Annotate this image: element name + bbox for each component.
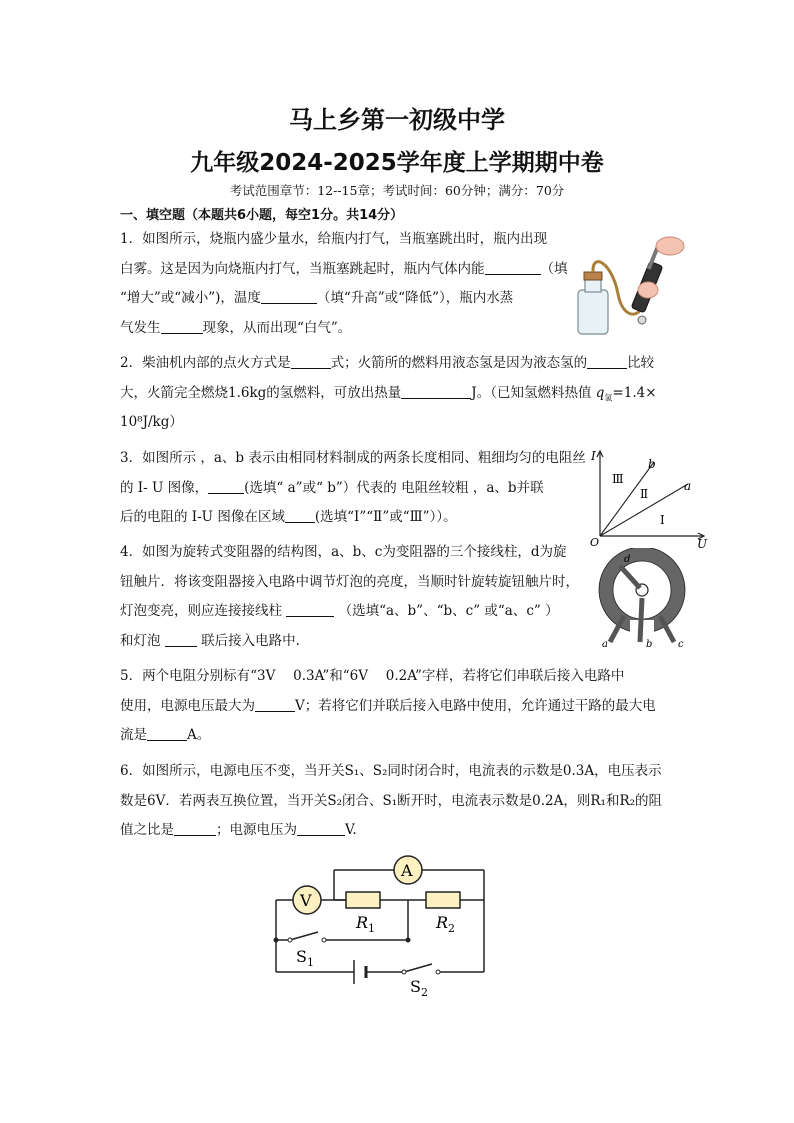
- q4-blank-1[interactable]: [286, 600, 334, 617]
- q3-blank-2[interactable]: [285, 506, 315, 523]
- section-heading: 一、填空题（本题共6小题，每空1分。共14分）: [120, 208, 404, 223]
- label-b: b: [646, 639, 653, 648]
- hand: [656, 237, 684, 255]
- q4-blank-2[interactable]: [165, 630, 197, 647]
- switch-s1-blade: [290, 932, 318, 940]
- q6-blank-1[interactable]: [174, 819, 216, 836]
- q6-line-2: 数是6V．若两表互换位置，当开关S₂闭合、S₁断开时，电流表示数是0.2A，则R₁和R₂的阻: [120, 792, 663, 809]
- flask-pump-figure: [572, 232, 690, 340]
- u-axis-label: U: [697, 537, 708, 550]
- q1-blank-2[interactable]: [261, 287, 317, 304]
- junction-1: [274, 938, 279, 943]
- exam-scope: 考试范围章节：12--15章；考试时间：60分钟；满分：70分: [229, 183, 565, 198]
- ammeter-label: A: [401, 861, 413, 880]
- rheostat-figure: [594, 548, 698, 648]
- q3-line-2: 的 I- U 图像， (选填“ a”或“ b”）代表的 电阻丝较粗 ，a、b并联: [120, 474, 586, 504]
- q5-line-2: 使用，电源电压最大为 V；若将它们并联后接入电路中使用，允许通过干路的最大电: [120, 692, 656, 722]
- q3-line-3: 后的电阻的 I-U 图像在区域 (选填“Ⅰ”“Ⅱ”或“Ⅲ”））。: [120, 503, 586, 533]
- q1-blank-3[interactable]: [161, 317, 203, 334]
- terminal-b: [640, 598, 642, 642]
- q5-line-3: 流是 A。: [120, 721, 656, 751]
- q4-line-2: 钮触片．将该变阻器接入电路中调节灯泡的亮度，当顺时针旋转旋钮触片时，: [120, 573, 579, 590]
- hand-lower: [638, 282, 658, 298]
- exam-title: 九年级2024-2025学年度上学期期中卷: [190, 150, 604, 176]
- question-1: [120, 225, 568, 343]
- switch-s2-blade: [404, 964, 432, 972]
- region-2-label: Ⅱ: [640, 487, 649, 501]
- line-a-label: a: [684, 479, 692, 493]
- q2-line-3: 10⁸J/kg）: [120, 414, 183, 430]
- q4-line-3: 灯泡变亮，则应连接接线柱 （选填“a、b”、“b、c” 或“a、c” ）: [120, 597, 579, 627]
- flask-body: [578, 290, 608, 334]
- q6-blank-2[interactable]: [297, 819, 345, 836]
- q2-blank-2[interactable]: [587, 352, 627, 369]
- q2-line-2: 大，火箭完全燃烧1.6kg的氢燃料，可放出热量 J。（已知氢燃料热值 $q_氢=1.4\times$: [120, 379, 657, 409]
- question-3: [120, 444, 586, 533]
- q1-line-4: 气发生 现象，从而出现“白气”。: [120, 314, 568, 344]
- q2-blank-1[interactable]: [291, 352, 331, 369]
- r2-label: $R_2$: [436, 913, 456, 935]
- q3-blank-1[interactable]: [208, 477, 244, 494]
- q5-blank-1[interactable]: [255, 695, 295, 712]
- q1-line-2: 白雾。这是因为向烧瓶内打气，当瓶塞跳起时，瓶内气体内能 （填: [120, 255, 568, 285]
- q2-blank-3[interactable]: [401, 382, 471, 399]
- valve: [638, 316, 646, 324]
- question-6: [120, 757, 662, 846]
- q1-blank-1[interactable]: [485, 258, 541, 275]
- question-2: [120, 349, 657, 438]
- switch-s1-pivot: [288, 938, 292, 942]
- school-name: 马上乡第一初级中学: [289, 106, 505, 134]
- resistor-r1: [346, 892, 380, 908]
- s2-label: $S_2$: [410, 977, 428, 998]
- label-a: a: [602, 639, 608, 648]
- q1-line-3: “增大”或“减小”)，温度 （填“升高”或“降低”），瓶内水蒸: [120, 284, 568, 314]
- q2-line-1: 2．柴油机内部的点火方式是 式；火箭所的燃料用液态氢是因为液态氢的 比较: [120, 349, 657, 379]
- region-1-label: Ⅰ: [660, 513, 665, 527]
- line-b-label: b: [648, 457, 656, 471]
- iu-graph: [588, 448, 710, 550]
- switch-s1-contact: [322, 938, 326, 942]
- voltmeter-label: V: [300, 891, 312, 910]
- r1-label: $R_1$: [356, 913, 376, 935]
- question-4: [120, 538, 579, 656]
- q4-line-1: 4．如图为旋转式变阻器的结构图，a、b、c为变阻器的三个接线柱，d为旋: [120, 544, 567, 560]
- circuit-diagram: [260, 852, 500, 998]
- switch-s2-contact: [436, 970, 440, 974]
- flask-stopper: [584, 272, 602, 280]
- q5-blank-2[interactable]: [147, 724, 187, 741]
- origin-label: O: [590, 536, 600, 549]
- s1-label: $S_1$: [296, 947, 314, 969]
- region-3-label: Ⅲ: [612, 472, 624, 486]
- knob-slider: [620, 566, 640, 588]
- q4-line-4: 和灯泡 联后接入电路中.: [120, 627, 579, 657]
- junction-2: [406, 938, 411, 943]
- i-axis-label: I: [591, 449, 596, 463]
- q5-line-1: 5．两个电阻分别标有“3V 0.3A”和“6V 0.2A”字样，若将它们串联后接入电路中: [120, 668, 625, 684]
- question-5: [120, 662, 656, 751]
- resistor-r2: [426, 892, 460, 908]
- label-c: c: [678, 639, 684, 648]
- q6-line-3: 值之比是 ；电源电压为 V.: [120, 816, 662, 846]
- q3-line-1: 3．如图所示 ，a、b 表示由相同材料制成的两条长度相同、粗细均匀的电阻丝: [120, 450, 586, 466]
- q6-line-1: 6．如图所示，电源电压不变，当开关S₁、S₂同时闭合时，电流表的示数是0.3A，电压表示: [120, 763, 662, 779]
- label-d: d: [624, 554, 631, 565]
- q1-line-1: 1．如图所示，烧瓶内盛少量水，给瓶内打气，当瓶塞跳出时，瓶内出现: [120, 231, 548, 247]
- switch-s2-pivot: [402, 970, 406, 974]
